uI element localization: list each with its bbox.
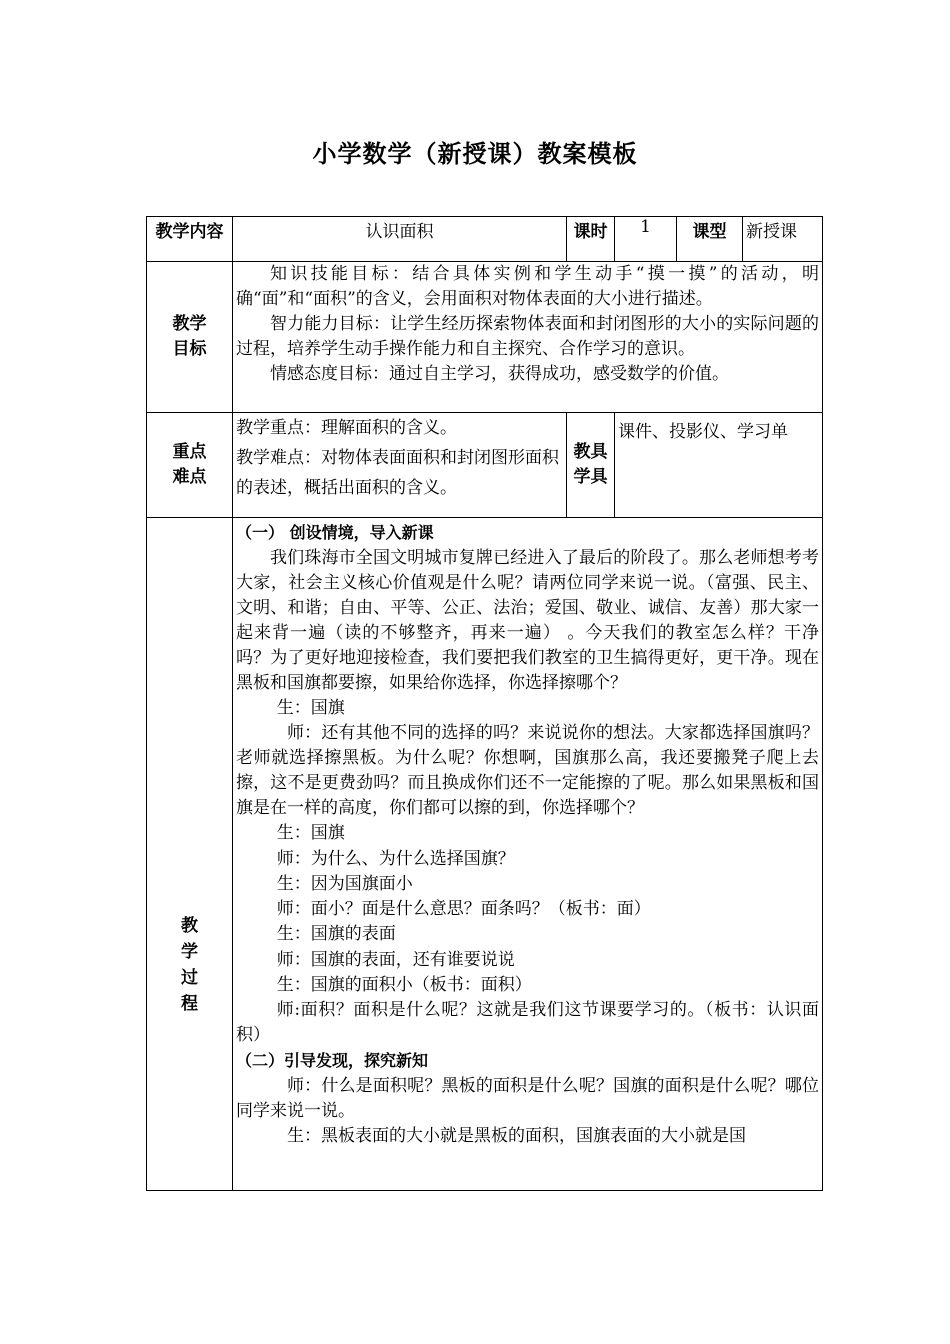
type-value: 新授课 — [743, 217, 823, 262]
hours-label: 课时 — [567, 217, 615, 262]
teaching-difficulty: 教学难点：对物体表面面积和封闭图形面积的表述，概括出面积的含义。 — [236, 448, 559, 498]
process-paragraph: 师：什么是面积呢？黑板的面积是什么呢？国旗的面积是什么呢？哪位同学来说一说。 — [236, 1076, 819, 1122]
goals-label — [147, 262, 233, 413]
process-label-char3: 过 — [181, 968, 198, 988]
dialogue-line: 生：国旗的面积小（板书：面积） — [276, 975, 532, 996]
content-label: 教学内容 — [147, 217, 233, 262]
tools-label-line2: 学具 — [573, 467, 608, 487]
process-row — [147, 518, 823, 1191]
goal-ability: 智力能力目标：让学生经历探索物体表面和封闭图形的大小的实际问题的过程，培养学生动手操作能力和自主探究、合作学习的意识。 — [236, 314, 819, 359]
goals-label-line1: 教学 — [172, 314, 207, 334]
tools-label — [567, 413, 615, 518]
process-paragraph: 生：黑板表面的大小就是黑板的面积，国旗表面的大小就是国 — [287, 1126, 746, 1147]
process-label-char2: 学 — [181, 942, 198, 962]
keypoints-row — [147, 413, 823, 518]
process-label-char4: 程 — [181, 994, 198, 1014]
type-label: 课型 — [677, 217, 743, 262]
dialogue-line: 生：国旗 — [276, 823, 345, 844]
dialogue-line: 师：国旗的表面，还有谁要说说 — [276, 949, 515, 970]
header-row — [147, 217, 823, 262]
tools-value-text: 课件、投影仪、学习单 — [618, 422, 788, 442]
dialogue-line: 生：国旗 — [276, 698, 345, 718]
keypoints-content — [233, 413, 567, 518]
dialogue-line: 师：面小？面是什么意思？面条吗？（板书：面） — [276, 899, 651, 920]
goals-row — [147, 262, 823, 413]
content-value: 认识面积 — [233, 217, 567, 262]
keypoints-label — [147, 413, 233, 518]
dialogue-line: 生：国旗的表面 — [276, 924, 396, 945]
goal-knowledge: 知识技能目标：结合具体实例和学生动手“摸一摸”的活动，明确“面”和“面积”的含义，会用面积对物体表面的大小进行描述。 — [236, 264, 819, 309]
process-content — [233, 518, 823, 1191]
section2-title: （二）引导发现，探究新知 — [236, 1051, 429, 1071]
process-paragraph: 我们珠海市全国文明城市复牌已经进入了最后的阶段了。那么老师想考考大家，社会主义核心价值观是什么呢？请两位同学来说一说。（富强、民主、文明、和谐；自由、平等、公正、法治；爱国、敬业、诚信、友善）那大家一起来背一遍（读的不够整齐，再来一遍） 。今天我们的教室怎么样？干净吗？为了更好地迎接检查，我们要把我们教室的卫生搞得更好，更干净。现在黑板和国旗都要擦，如果给你选择，你选择擦哪个？ — [236, 548, 819, 693]
process-label-char1: 教 — [181, 916, 198, 936]
goal-emotion: 情感态度目标：通过自主学习，获得成功，感受数学的价值。 — [270, 364, 729, 384]
keypoints-label-line1: 重点 — [172, 442, 207, 462]
goals-label-line2: 目标 — [172, 339, 207, 359]
page-title: 小学数学（新授课）教案模板 — [312, 140, 638, 168]
process-label — [147, 518, 233, 1191]
process-paragraph: 师:面积？面积是什么呢？这就是我们这节课要学习的。（板书：认识面积） — [236, 1000, 819, 1046]
dialogue-line: 生：因为国旗面小 — [276, 873, 413, 894]
process-paragraph: 师：还有其他不同的选择的吗？来说说你的想法。大家都选择国旗吗？老师就选择擦黑板。为什么呢？你想啊，国旗那么高，我还要搬凳子爬上去擦，这不是更费劲吗？而且换成你们还不一定能擦的了呢。那么如果黑板和国旗是在一样的高度，你们都可以擦的到，你选择哪个？ — [236, 723, 819, 819]
hours-value: 1 — [615, 217, 677, 262]
teaching-focus: 教学重点：理解面积的含义。 — [236, 418, 457, 438]
tools-label-line1: 教具 — [573, 442, 608, 462]
goals-content — [233, 262, 823, 413]
lesson-plan-table — [146, 216, 823, 1191]
tools-value — [615, 413, 823, 518]
dialogue-line: 师：为什么、为什么选择国旗？ — [276, 848, 515, 869]
keypoints-label-line2: 难点 — [172, 467, 207, 487]
section1-title: （一） 创设情境，导入新课 — [236, 523, 434, 542]
